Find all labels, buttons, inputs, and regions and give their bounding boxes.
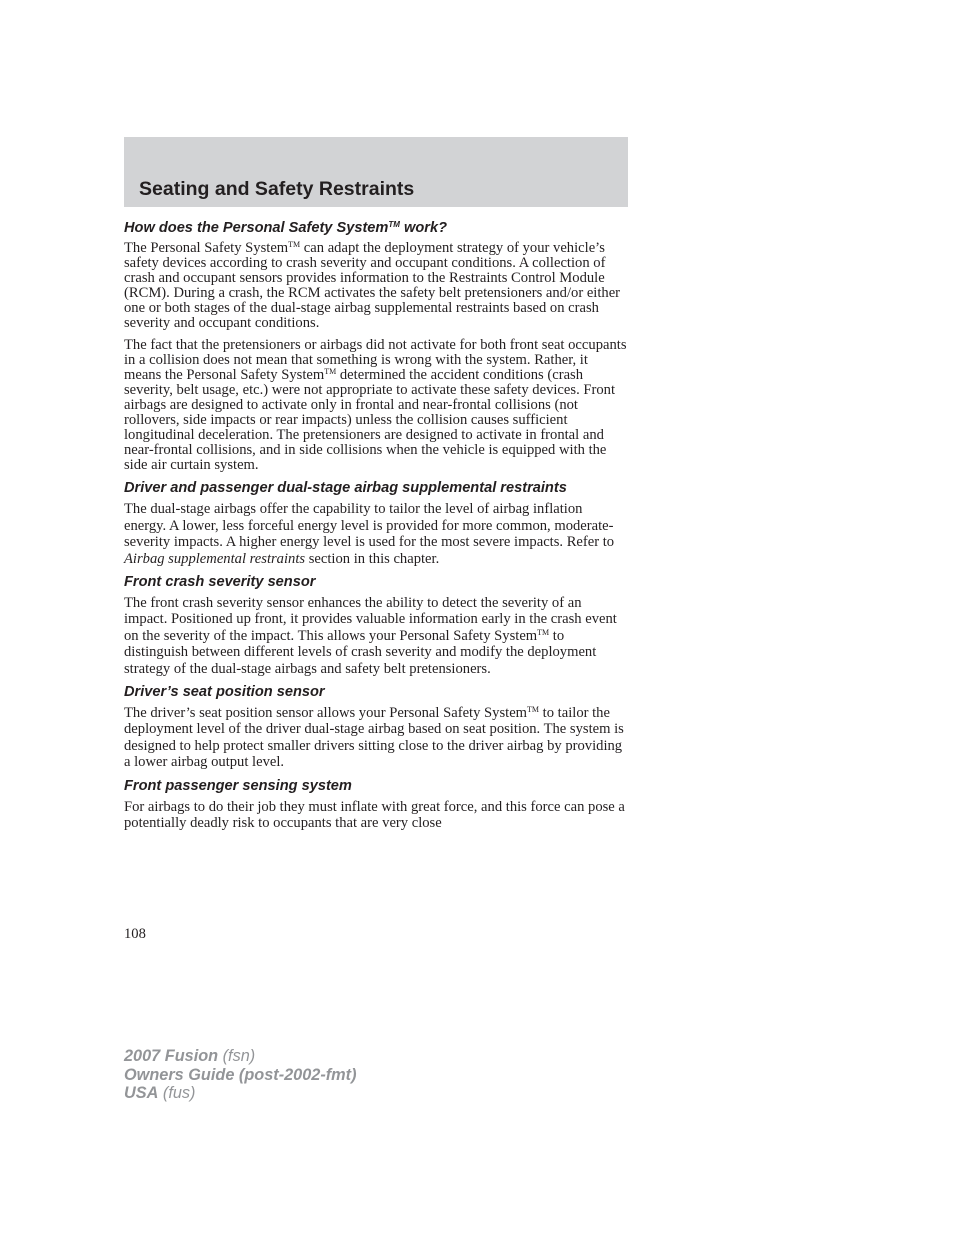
section-header-band xyxy=(124,137,628,207)
page-title: Seating and Safety Restraints xyxy=(139,178,415,200)
footer-line-guide xyxy=(124,1066,357,1085)
document-footer xyxy=(124,1047,357,1103)
trademark-mark: TM xyxy=(324,366,337,376)
paragraph-text: The dual-stage airbags offer the capability to tailor the level of airbag inflation energy. A lower, less forceful energy level is provided for more common, moderate-severity impacts. A higher energy level is used for the most severe impacts. Refer to xyxy=(124,501,615,551)
footer-model-code: (fsn) xyxy=(218,1047,256,1065)
paragraph-text: determined the accident conditions (crash severity, belt usage, etc.) were not appropriate to activate these safety devices. Front airbags are designed to activate only in frontal and near-frontal collisions (not rollovers, side impacts or rear impacts) unless the collision causes sufficient longitudinal deceleration. The pretensioners are designed to activate in frontal and near-frontal collisions, and in side collisions when the vehicle is equipped with the side air curtain system. xyxy=(124,366,615,474)
paragraph-pss-overview xyxy=(124,241,628,332)
trademark-mark: TM xyxy=(288,240,301,249)
paragraph-text: section in this chapter. xyxy=(305,550,440,567)
heading-passenger-sensing: Front passenger sensing system xyxy=(124,777,352,794)
footer-line-market xyxy=(124,1084,357,1103)
paragraph-passenger-sensing: For airbags to do their job they must inflate with great force, and this force can pose a potentially deadly risk to occupants that are very close xyxy=(124,798,625,832)
footer-model: 2007 Fusion xyxy=(124,1047,219,1065)
footer-guide: Owners Guide (post-2002-fmt) xyxy=(124,1065,357,1084)
paragraph-text: The driver’s seat position sensor allows your Personal Safety System xyxy=(124,705,528,722)
paragraph-text: The Personal Safety System xyxy=(124,240,289,256)
heading-dual-stage-airbags: Driver and passenger dual-stage airbag supplemental restraints xyxy=(124,480,567,497)
page-content xyxy=(124,219,628,838)
trademark-mark: TM xyxy=(388,220,400,229)
trademark-mark: TM xyxy=(527,705,540,715)
footer-market: USA xyxy=(124,1084,159,1102)
heading-seat-position-sensor: Driver’s seat position sensor xyxy=(124,684,325,701)
paragraph-text: can adapt the deployment strategy of your vehicle’s safety devices according to crash severity and occupant conditions. A collection of crash and occupant sensors provides information to the Restraints Control Module (RCM). During a crash, the RCM activates the safety belt pretensioners and/or either one or both stages of the dual-stage airbag supplemental restraints based on crash severity and occupant conditions. xyxy=(124,240,621,332)
footer-market-code: (fus) xyxy=(158,1084,196,1102)
paragraph-text: to distinguish between different levels of crash severity and modify the deployment strategy of the dual-stage airbags and safety belt pretensioners. xyxy=(124,627,597,677)
paragraph-seat-position-sensor xyxy=(124,705,628,771)
page-number: 108 xyxy=(124,926,146,942)
paragraph-pss-activation xyxy=(124,338,628,474)
heading-how-pss-works xyxy=(124,219,628,237)
footer-line-model xyxy=(124,1047,357,1066)
paragraph-dual-stage-airbags xyxy=(124,501,628,567)
trademark-mark: TM xyxy=(537,627,550,637)
paragraph-front-crash-sensor xyxy=(124,595,628,677)
heading-front-crash-sensor: Front crash severity sensor xyxy=(124,574,316,591)
paragraph-text: The front crash severity sensor enhances the ability to detect the severity of an impact. Positioned up front, it provides valuable information early in the crash event on the severity of the impact. This allows your Personal Safety System xyxy=(124,595,617,644)
cross-reference: Airbag supplemental restraints xyxy=(124,550,306,567)
paragraph-text: to tailor the deployment level of the driver dual-stage airbag based on seat position. The system is designed to help protect smaller drivers sitting close to the driver airbag by providing a lower airbag output level. xyxy=(124,705,624,771)
paragraph-text: The fact that the pretensioners or airbags did not activate for both front seat occupants in a collision does not mean that something is wrong with the system. Rather, it means the Personal Safety System xyxy=(124,336,627,383)
heading-text: work? xyxy=(399,220,447,236)
heading-text: How does the Personal Safety System xyxy=(124,220,389,236)
